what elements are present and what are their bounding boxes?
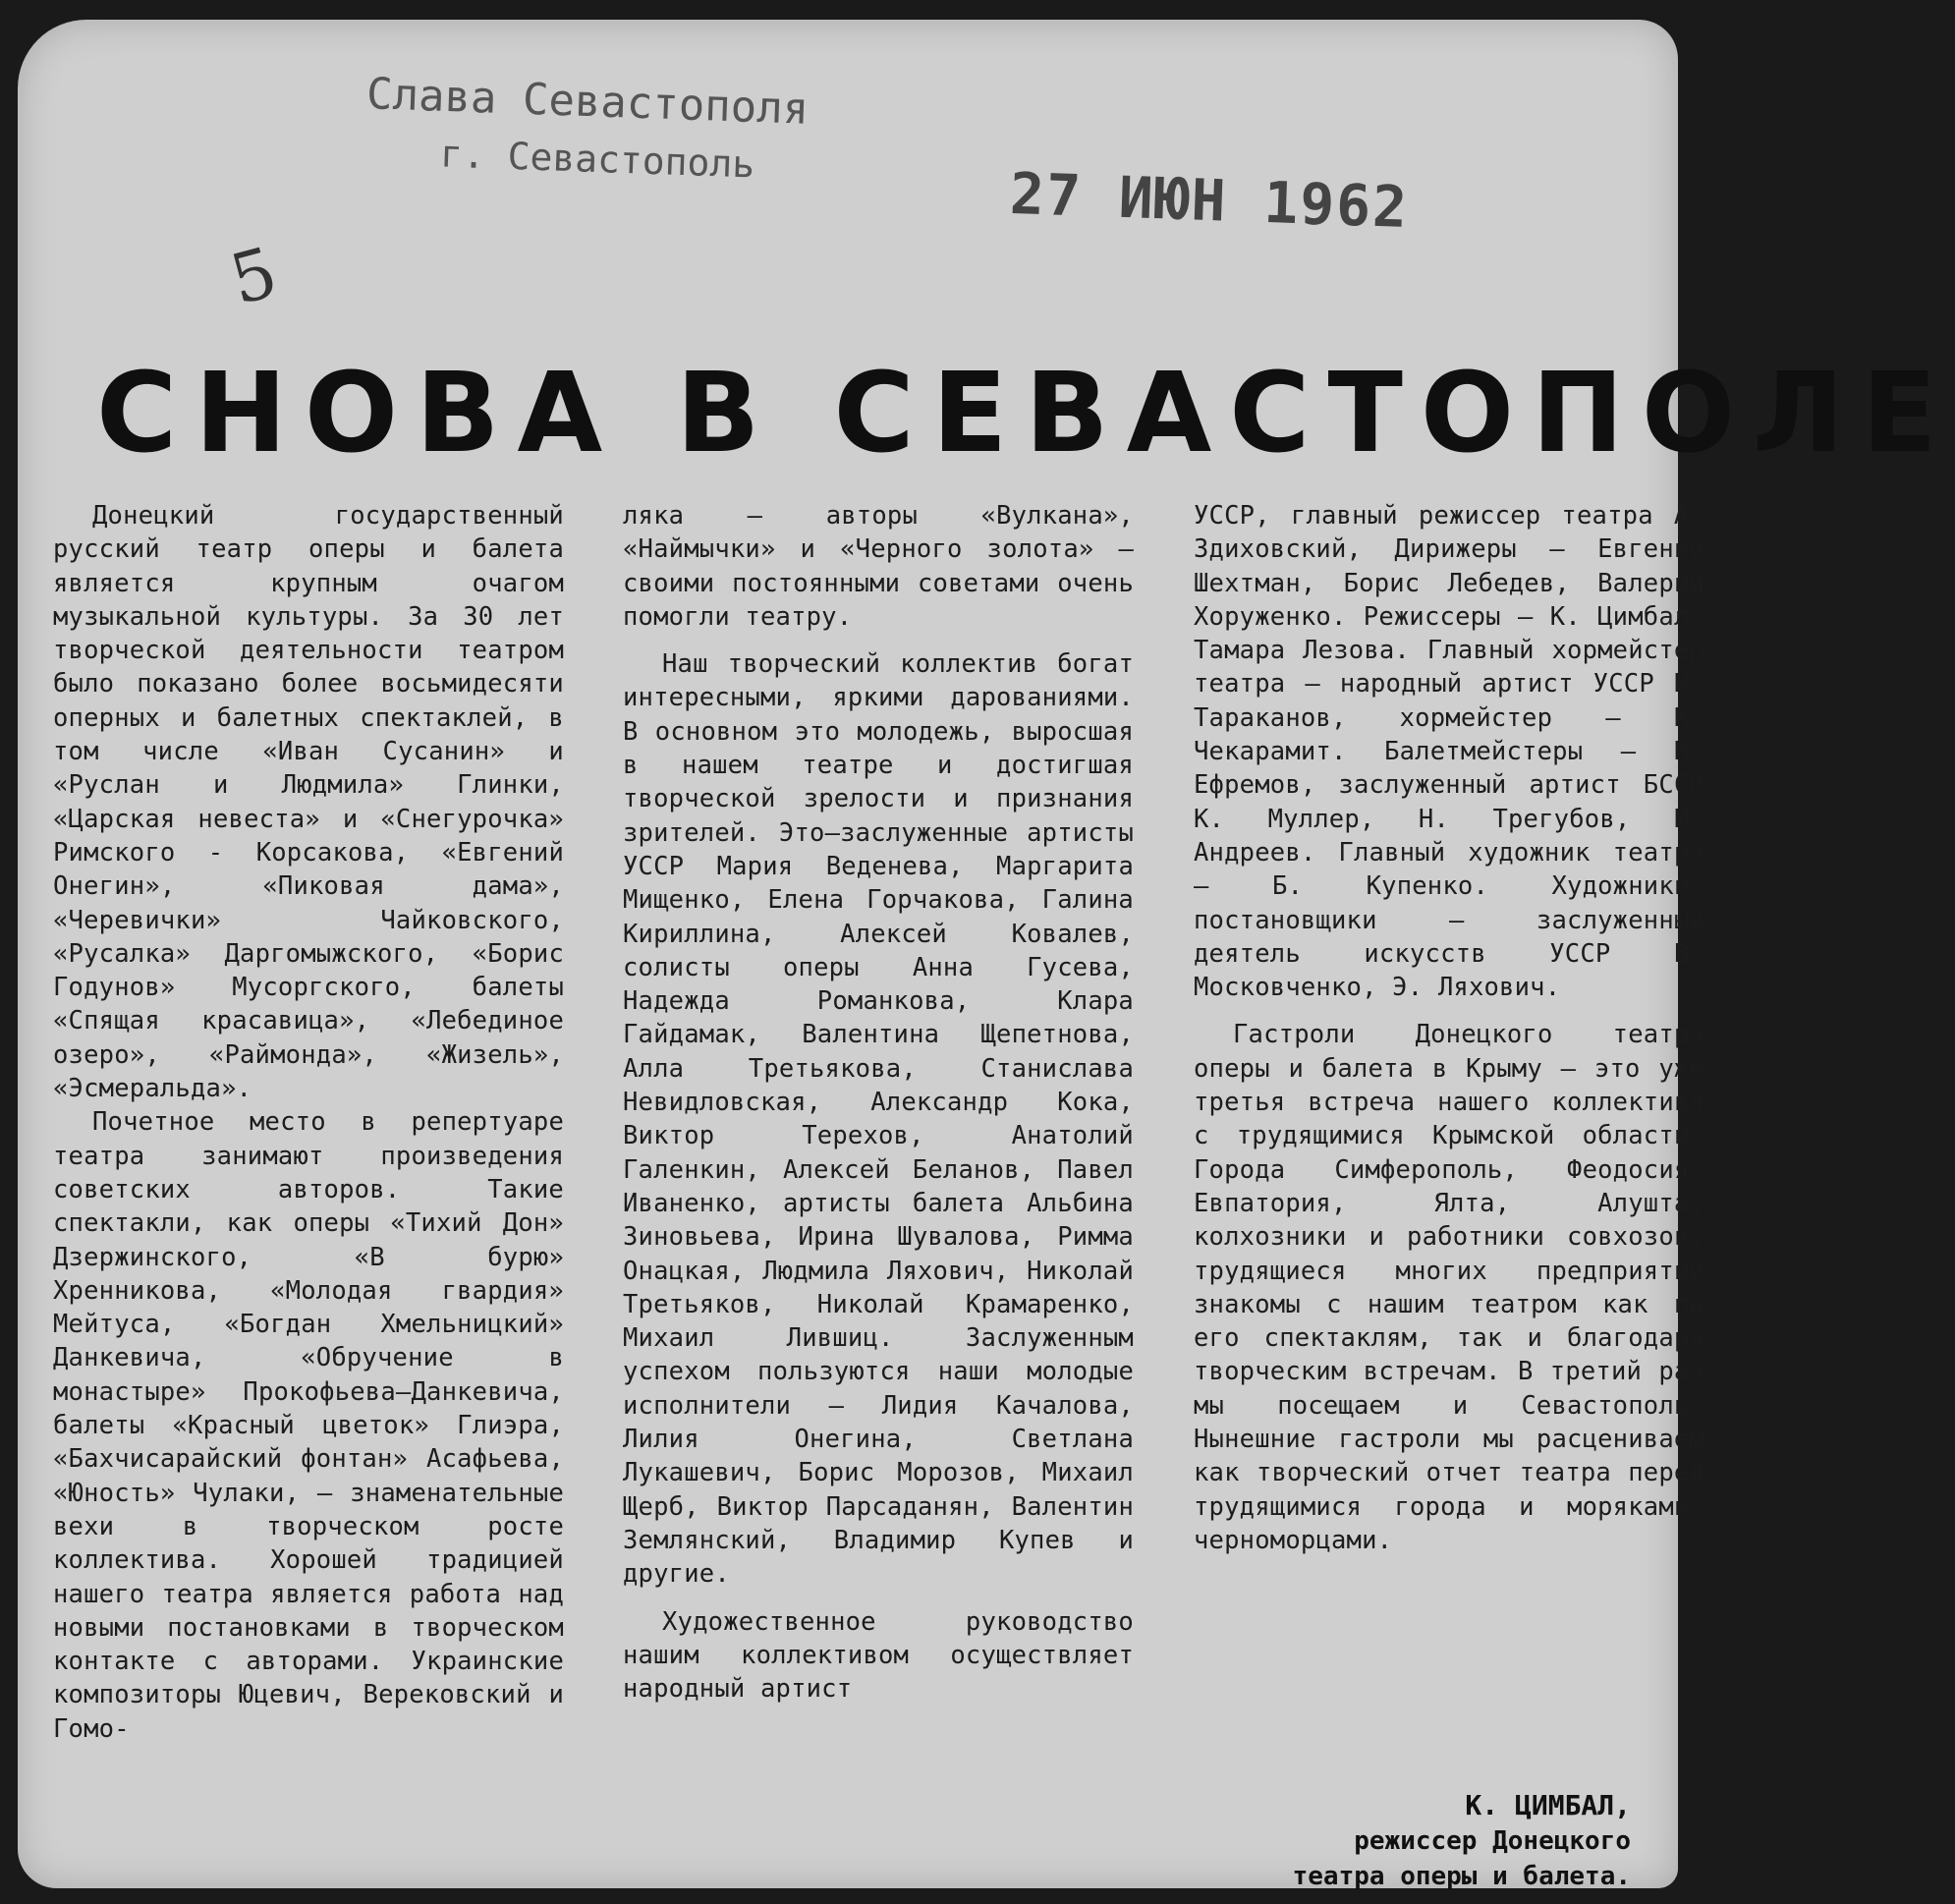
- article-column-2: [623, 499, 1134, 1706]
- paragraph: Гастроли Донецкого театра оперы и балета в Крыму — это уже третья встреча нашего коллектива с трудящимися Крымской области. Города Симферополь, Феодосия, Евпатория, Ялта, Алушта, колхозники и работники совхозов, трудящиеся многих предприятий знакомы с нашим театром как по его спектаклям, так и благодаря творческим встречам. В третий раз мы посещаем и Севастополь. Нынешние гастроли мы расцениваем как творческий отчет театра перед трудящимися города и моряками-черноморцами.: [1194, 1020, 1704, 1555]
- author-signature: [1293, 1788, 1631, 1894]
- paragraph: УССР, главный режиссер театра А. Здиховский, Дирижеры — Евгений Шехтман, Борис Лебедев, Валерий Хоруженко. Режиссеры — К. Цимбал, Тамара Лезова. Главный хормейстер театра — народный артист УССР Н. Тараканов, хормейстер — К. Чекарамит. Балетмейстеры — Н. Ефремов, заслуженный артист БССР К. Муллер, Н. Трегубов, И. Андреев. Главный художник театра — Б. Купенко. Художники-постановщики — заслуженный деятель искусств УССР В. Московченко, Э. Ляхович.: [1194, 501, 1704, 1003]
- newspaper-clipping: [18, 20, 1955, 1891]
- paragraph: Художественное руководство нашим коллективом осуществляет народный артист: [623, 1606, 1134, 1705]
- article-column-3: [1194, 499, 1704, 1557]
- paragraph: ляка — авторы «Вулкана», «Наймычки» и «Черного золота» — своими постоянными советами очень помогли театру.: [623, 501, 1134, 632]
- paragraph: Почетное место в репертуаре театра занимают произведения советских авторов. Такие спектакли, как оперы «Тихий Дон» Дзержинского, «В бурю» Хренникова, «Молодая гвардия» Мейтуса, «Богдан Хмельницкий» Данкевича, «Обручение в монастыре» Прокофьева—Данкевича, балеты «Красный цветок» Глиэра, «Бахчисарайский фонтан» Асафьева, «Юность» Чулаки, — знаменательные вехи в творческом росте коллектива. Хорошей традицией нашего театра является работа над новыми постановками в творческом контакте с авторами. Украинские композиторы Юцевич, Верековский и Гомо-: [53, 1107, 564, 1744]
- newspaper-name-stamp: Слава Севастополя: [365, 69, 810, 135]
- author-title-line-2: театра оперы и балета.: [1292, 1862, 1631, 1891]
- handwritten-page-number: 5: [222, 231, 286, 321]
- author-title-line-1: режиссер Донецкого: [1354, 1826, 1631, 1856]
- paragraph: Донецкий государственный русский театр оперы и балета является крупным очагом музыкальной культуры. За 30 лет творческой деятельности театром было показано более восьмидесяти оперных и балетных спектаклей, в том числе «Иван Сусанин» и «Руслан и Людмила» Глинки, «Царская невеста» и «Снегурочка» Римского - Корсакова, «Евгений Онегин», «Пиковая дама», «Черевички» Чайковского, «Русалка» Даргомыжского, «Борис Годунов» Мусоргского, балеты «Спящая красавица», «Лебединое озеро», «Раймонда», «Жизель», «Эсмеральда».: [53, 501, 564, 1104]
- author-name: К. ЦИМБАЛ,: [1465, 1789, 1631, 1821]
- paragraph: Наш творческий коллектив богат интересными, яркими дарованиями. В основном это молодежь, выросшая в нашем театре и достигшая творческой зрелости и признания зрителей. Это—заслуженные артисты УССР Мария Веденева, Маргарита Мищенко, Елена Горчакова, Галина Кириллина, Алексей Ковалев, солисты оперы Анна Гусева, Надежда Романкова, Клара Гайдамак, Валентина Щепетнова, Алла Третьякова, Станислава Невидловская, Александр Кока, Виктор Терехов, Анатолий Галенкин, Алексей Беланов, Павел Иваненко, артисты балета Альбина Зиновьева, Ирина Шувалова, Римма Онацкая, Людмила Ляхович, Николай Третьяков, Николай Крамаренко, Михаил Лившиц. Заслуженным успехом пользуются наши молодые исполнители — Лидия Качалова, Лилия Онегина, Светлана Лукашевич, Борис Морозов, Михаил Щерб, Виктор Парсаданян, Валентин Землянский, Владимир Купев и другие.: [623, 649, 1134, 1590]
- city-stamp: г. Севастополь: [439, 132, 755, 187]
- article-column-1: [53, 499, 564, 1746]
- date-stamp: 27 ИЮН 1962: [1008, 159, 1411, 242]
- article-headline: СНОВА В СЕВАСТОПОЛЕ: [96, 350, 1955, 477]
